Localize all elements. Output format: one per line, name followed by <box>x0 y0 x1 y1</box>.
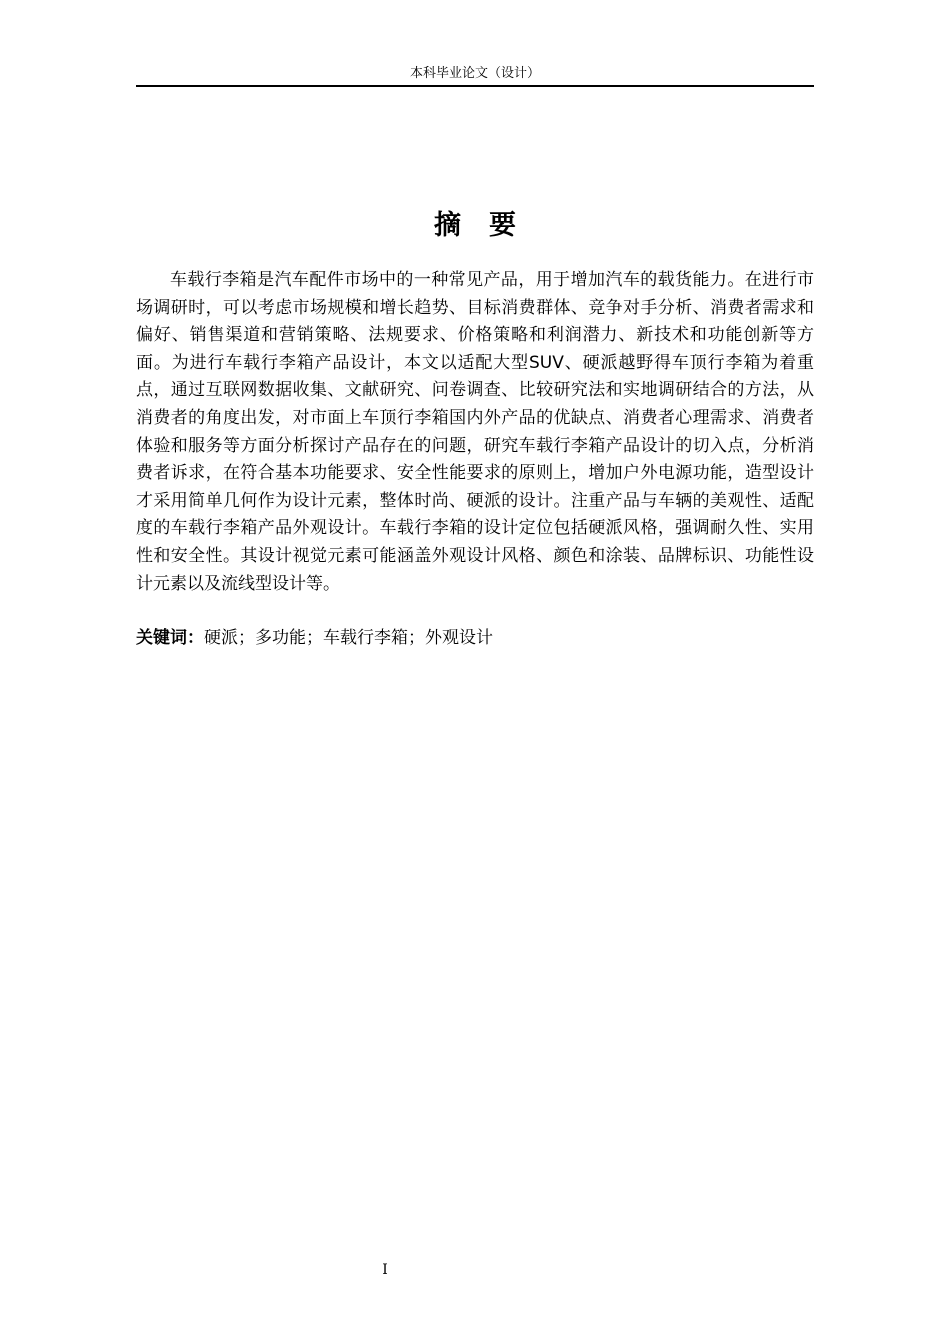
abstract-title: 摘要 <box>434 210 544 241</box>
keywords-label: 关键词： <box>136 628 204 648</box>
page-number: I <box>382 1262 388 1278</box>
keywords-value: 硬派；多功能；车载行李箱；外观设计 <box>204 628 493 648</box>
running-header: 本科毕业论文（设计） <box>409 66 540 81</box>
header-rule <box>136 85 814 87</box>
abstract-body: 车载行李箱是汽车配件市场中的一种常见产品，用于增加汽车的载货能力。在进行市场调研时，可以考虑市场规模和增长趋势、目标消费群体、竞争对手分析、消费者需求和偏好、销售渠道和营销策略、法规要求、价格策略和利润潜力、新技术和功能创新等方面。为进行车载行李箱产品设计，本文以适配大型SUV、硬派越野得车顶行李箱为着重点，通过互联网数据收集、文献研究、问卷调查、比较研究法和实地调研结合的方法，从消费者的角度出发，对市面上车顶行李箱国内外产品的优缺点、消费者心理需求、消费者体验和服务等方面分析探讨产品存在的问题，研究车载行李箱产品设计的切入点，分析消费者诉求，在符合基本功能要求、安全性能要求的原则上，增加户外电源功能，造型设计才采用简单几何作为设计元素，整体时尚、硬派的设计。注重产品与车辆的美观性、适配度的车载行李箱产品外观设计。车载行李箱的设计定位包括硬派风格，强调耐久性、实用性和安全性。其设计视觉元素可能涵盖外观设计风格、颜色和涂装、品牌标识、功能性设计元素以及流线型设计等。 <box>136 270 814 594</box>
keywords-line <box>136 625 814 652</box>
